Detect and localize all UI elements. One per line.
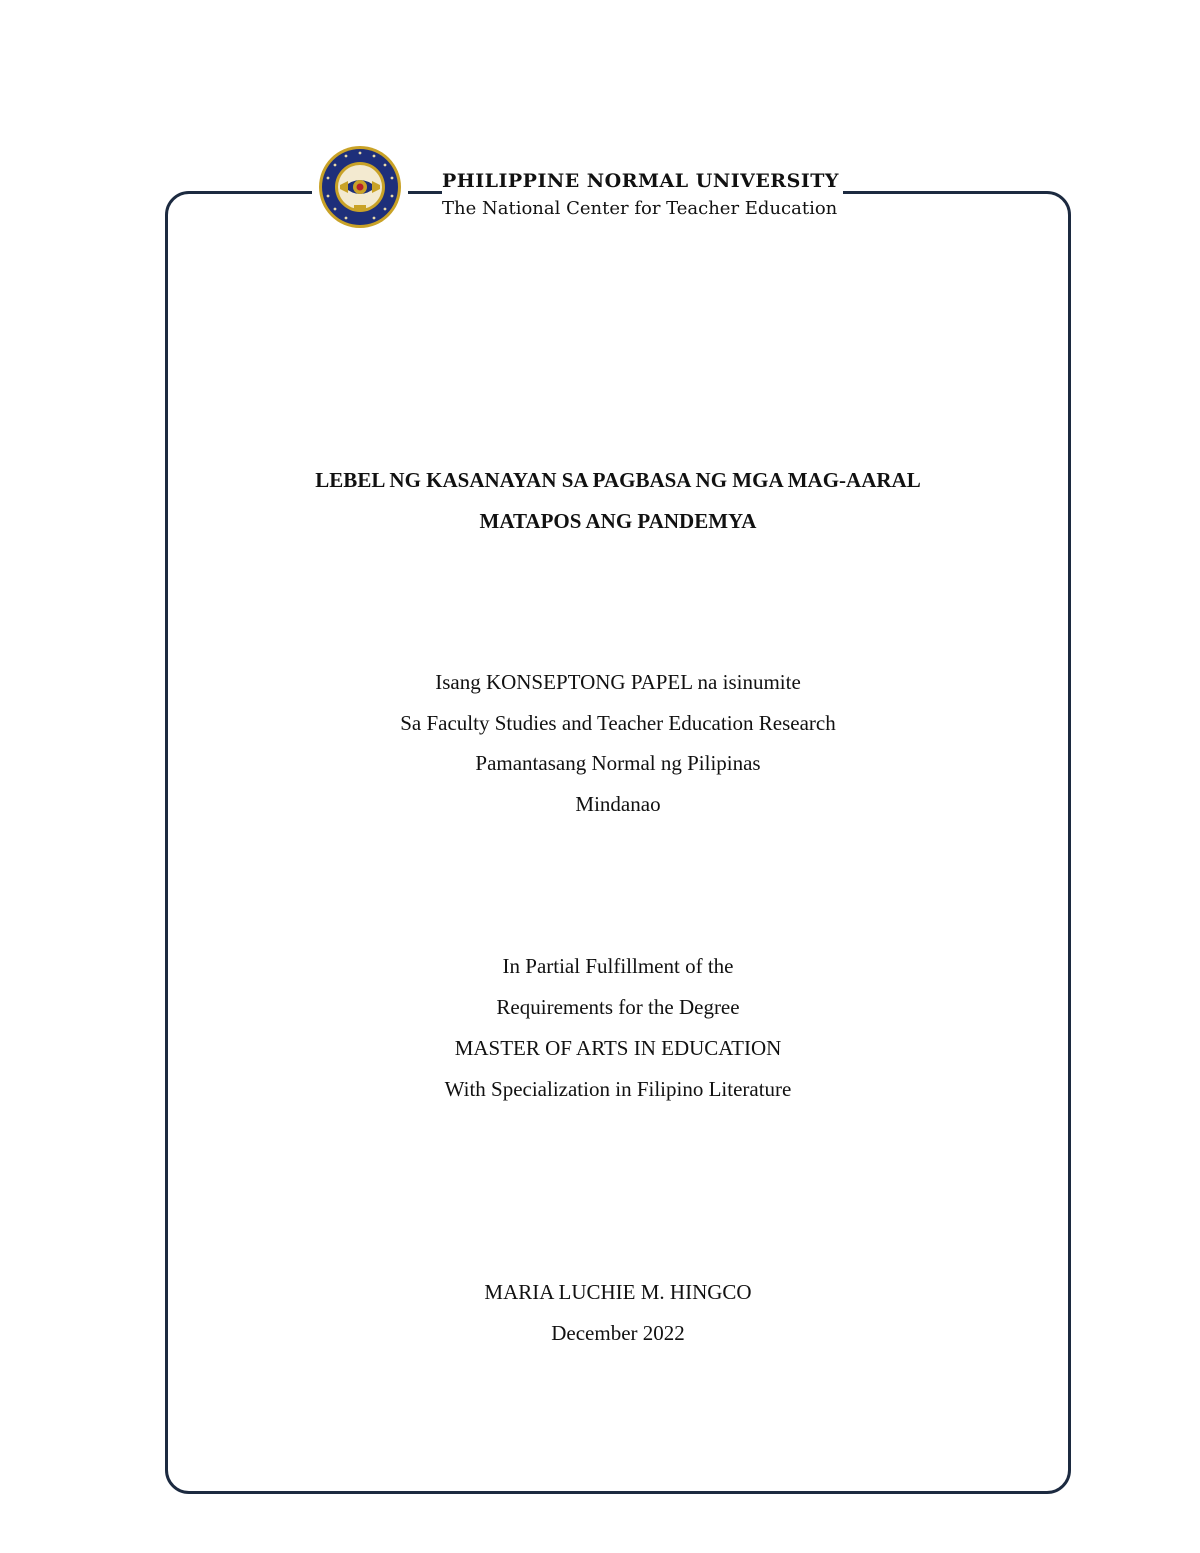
fulfillment-line-2: Requirements for the Degree xyxy=(496,995,740,1019)
university-tagline: The National Center for Teacher Education xyxy=(442,198,838,219)
author-info xyxy=(165,1272,1071,1354)
submission-line-1: Isang KONSEPTONG PAPEL na isinumite xyxy=(435,670,801,694)
submission-line-4: Mindanao xyxy=(575,791,661,816)
fulfillment-line-3: MASTER OF ARTS IN EDUCATION xyxy=(454,1036,782,1060)
submission-statement xyxy=(165,662,1071,824)
title-line-1: LEBEL NG KASANAYAN SA PAGBASA NG MGA MAG-AARAL xyxy=(315,468,921,492)
author-name: MARIA LUCHIE M. HINGCO xyxy=(484,1280,752,1304)
university-name: PHILIPPINE NORMAL UNIVERSITY xyxy=(442,168,843,194)
fulfillment-line-1: In Partial Fulfillment of the xyxy=(502,954,734,978)
university-seal-icon xyxy=(318,145,402,229)
title-line-2: MATAPOS ANG PANDEMYA xyxy=(479,509,757,533)
fulfillment-statement xyxy=(165,946,1071,1110)
submission-date: December 2022 xyxy=(551,1321,685,1345)
submission-line-2: Sa Faculty Studies and Teacher Education Research xyxy=(400,710,836,735)
submission-line-3: Pamantasang Normal ng Pilipinas xyxy=(475,751,761,775)
document-title xyxy=(165,460,1071,542)
fulfillment-line-4: With Specialization in Filipino Literature xyxy=(444,1077,792,1101)
